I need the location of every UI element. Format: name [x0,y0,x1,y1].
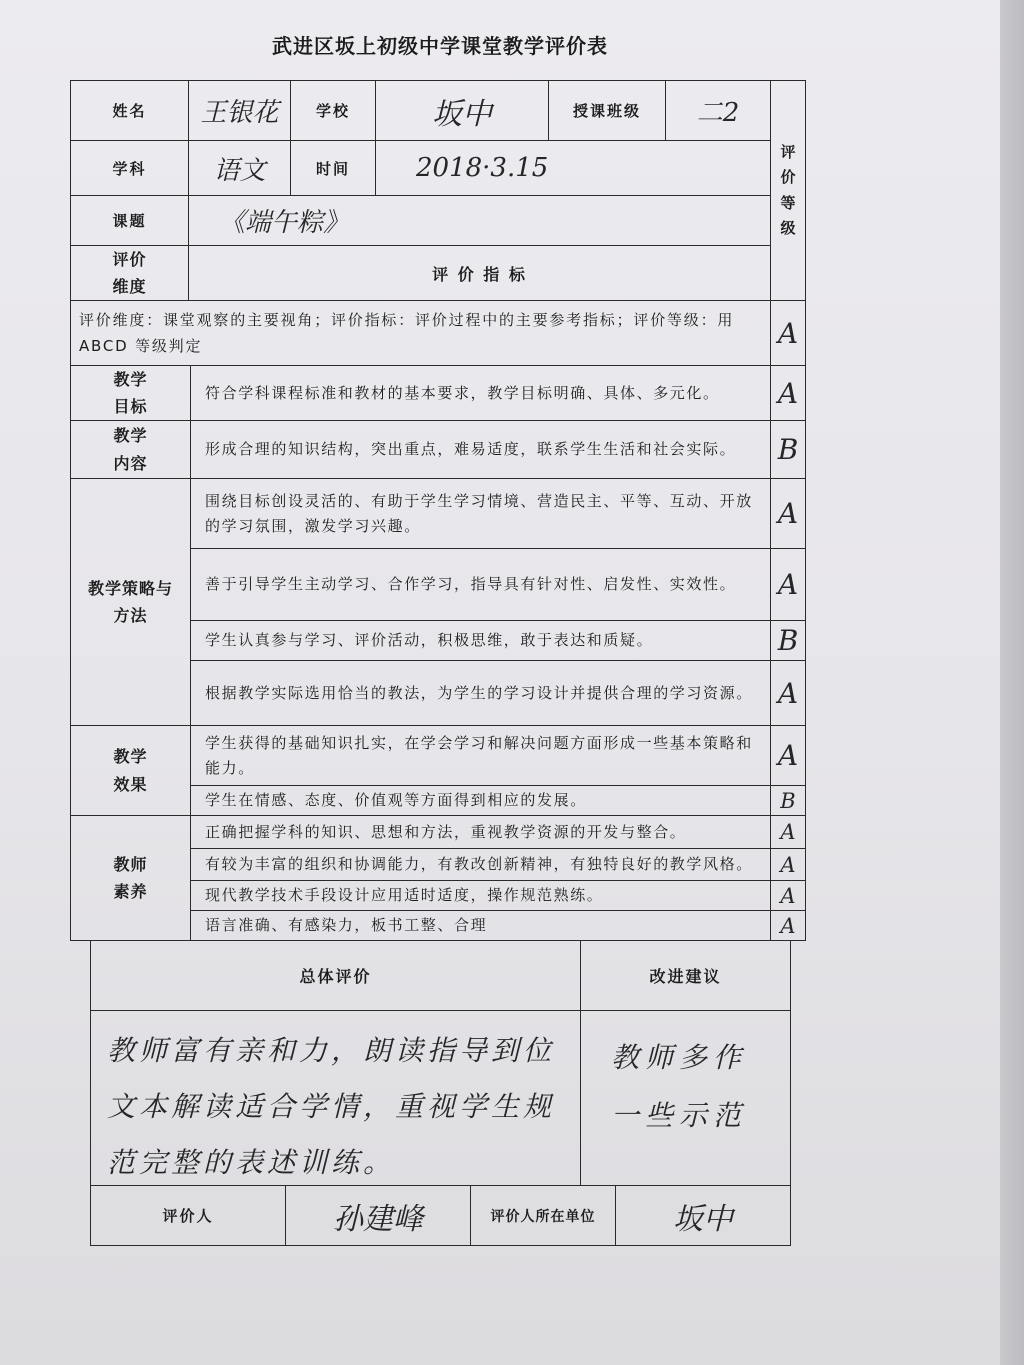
indicator-grade: A [770,725,806,786]
topic-label: 课题 [70,195,189,246]
grade-header-cell [770,80,806,301]
suggestion-text: 教师多作一些示范 [580,1010,791,1186]
suggestion-label: 改进建议 [580,940,791,1011]
section-content-label-cell [70,420,191,479]
indicator-text: 正确把握学科的知识、思想和方法，重视教学资源的开发与整合。 [190,815,771,849]
evaluation-note: 评价维度：课堂观察的主要视角；评价指标：评价过程中的主要参考指标；评价等级：用ABCD 等级判定 [70,300,771,366]
section-quality-label-cell [70,815,191,941]
indicator-text: 学生获得的基础知识扎实，在学会学习和解决问题方面形成一些基本策略和能力。 [190,725,771,786]
form-title: 武进区坂上初级中学课堂教学评价表 [272,34,608,58]
time-value: 2018·3.15 [375,140,771,196]
school-value: 坂中 [375,80,549,141]
indicator-text: 形成合理的知识结构，突出重点，难易适度，联系学生生活和社会实际。 [190,420,771,479]
section-label: 教学策略与方法 [87,578,173,625]
subject-value: 语文 [188,140,291,196]
indicator-grade: A [770,815,806,849]
evaluator-signature: 孙建峰 [285,1185,471,1246]
indicator-text: 学生认真参与学习、评价活动，积极思维，敢于表达和质疑。 [190,620,771,661]
evaluator-label: 评价人 [90,1185,286,1246]
dimension-label-cell [70,245,189,301]
dimension-label: 评价维度 [112,249,147,296]
overall-evaluation-text: 教师富有亲和力，朗读指导到位文本解读适合学情，重视学生规范完整的表述训练。 [90,1010,581,1186]
section-label: 教师素养 [113,854,148,901]
class-label: 授课班级 [548,80,666,141]
indicator-grade: A [770,660,806,726]
indicator-grade: B [770,620,806,661]
evaluator-unit-value: 坂中 [615,1185,791,1246]
indicator-grade: A [770,848,806,881]
indicator-grade: A [770,548,806,621]
indicator-grade: A [770,910,806,941]
overall-evaluation-label: 总体评价 [90,940,581,1011]
indicator-grade: A [770,365,806,421]
underlying-paper-edge [1000,0,1024,1365]
class-value: 二2 [665,80,771,141]
evaluator-unit-label: 评价人所在单位 [470,1185,616,1246]
indicator-text: 围绕目标创设灵活的、有助于学生学习情境、营造民主、平等、互动、开放的学习氛围，激发学习兴趣。 [190,478,771,549]
indicator-grade: A [770,478,806,549]
indicator-grade: B [770,785,806,816]
name-value: 王银花 [188,80,291,141]
school-label: 学校 [290,80,376,141]
indicator-text: 根据教学实际选用恰当的教法，为学生的学习设计并提供合理的学习资源。 [190,660,771,726]
indicator-text: 学生在情感、态度、价值观等方面得到相应的发展。 [190,785,771,816]
section-label: 教学目标 [113,369,148,416]
section-label: 教学效果 [113,747,148,794]
topic-value: 《端午粽》 [188,195,771,246]
indicator-text: 善于引导学生主动学习、合作学习，指导具有针对性、启发性、实效性。 [190,548,771,621]
indicator-grade: B [770,420,806,479]
indicator-text: 有较为丰富的组织和协调能力，有教改创新精神，有独特良好的教学风格。 [190,848,771,881]
indicator-label: 评 价 指 标 [188,245,771,301]
section-goal-label-cell [70,365,191,421]
indicator-text: 语言准确、有感染力，板书工整、合理 [190,910,771,941]
subject-label: 学科 [70,140,189,196]
indicator-grade: A [770,880,806,911]
indicator-text: 现代教学技术手段设计应用适时适度，操作规范熟练。 [190,880,771,911]
time-label: 时间 [290,140,376,196]
note-grade: A [770,300,806,366]
indicator-text: 符合学科课程标准和教材的基本要求，教学目标明确、具体、多元化。 [190,365,771,421]
section-strategy-label-cell [70,478,191,726]
grade-label: 评价等级 [780,142,796,237]
section-label: 教学内容 [113,426,148,473]
section-effect-label-cell [70,725,191,816]
name-label: 姓名 [70,80,189,141]
